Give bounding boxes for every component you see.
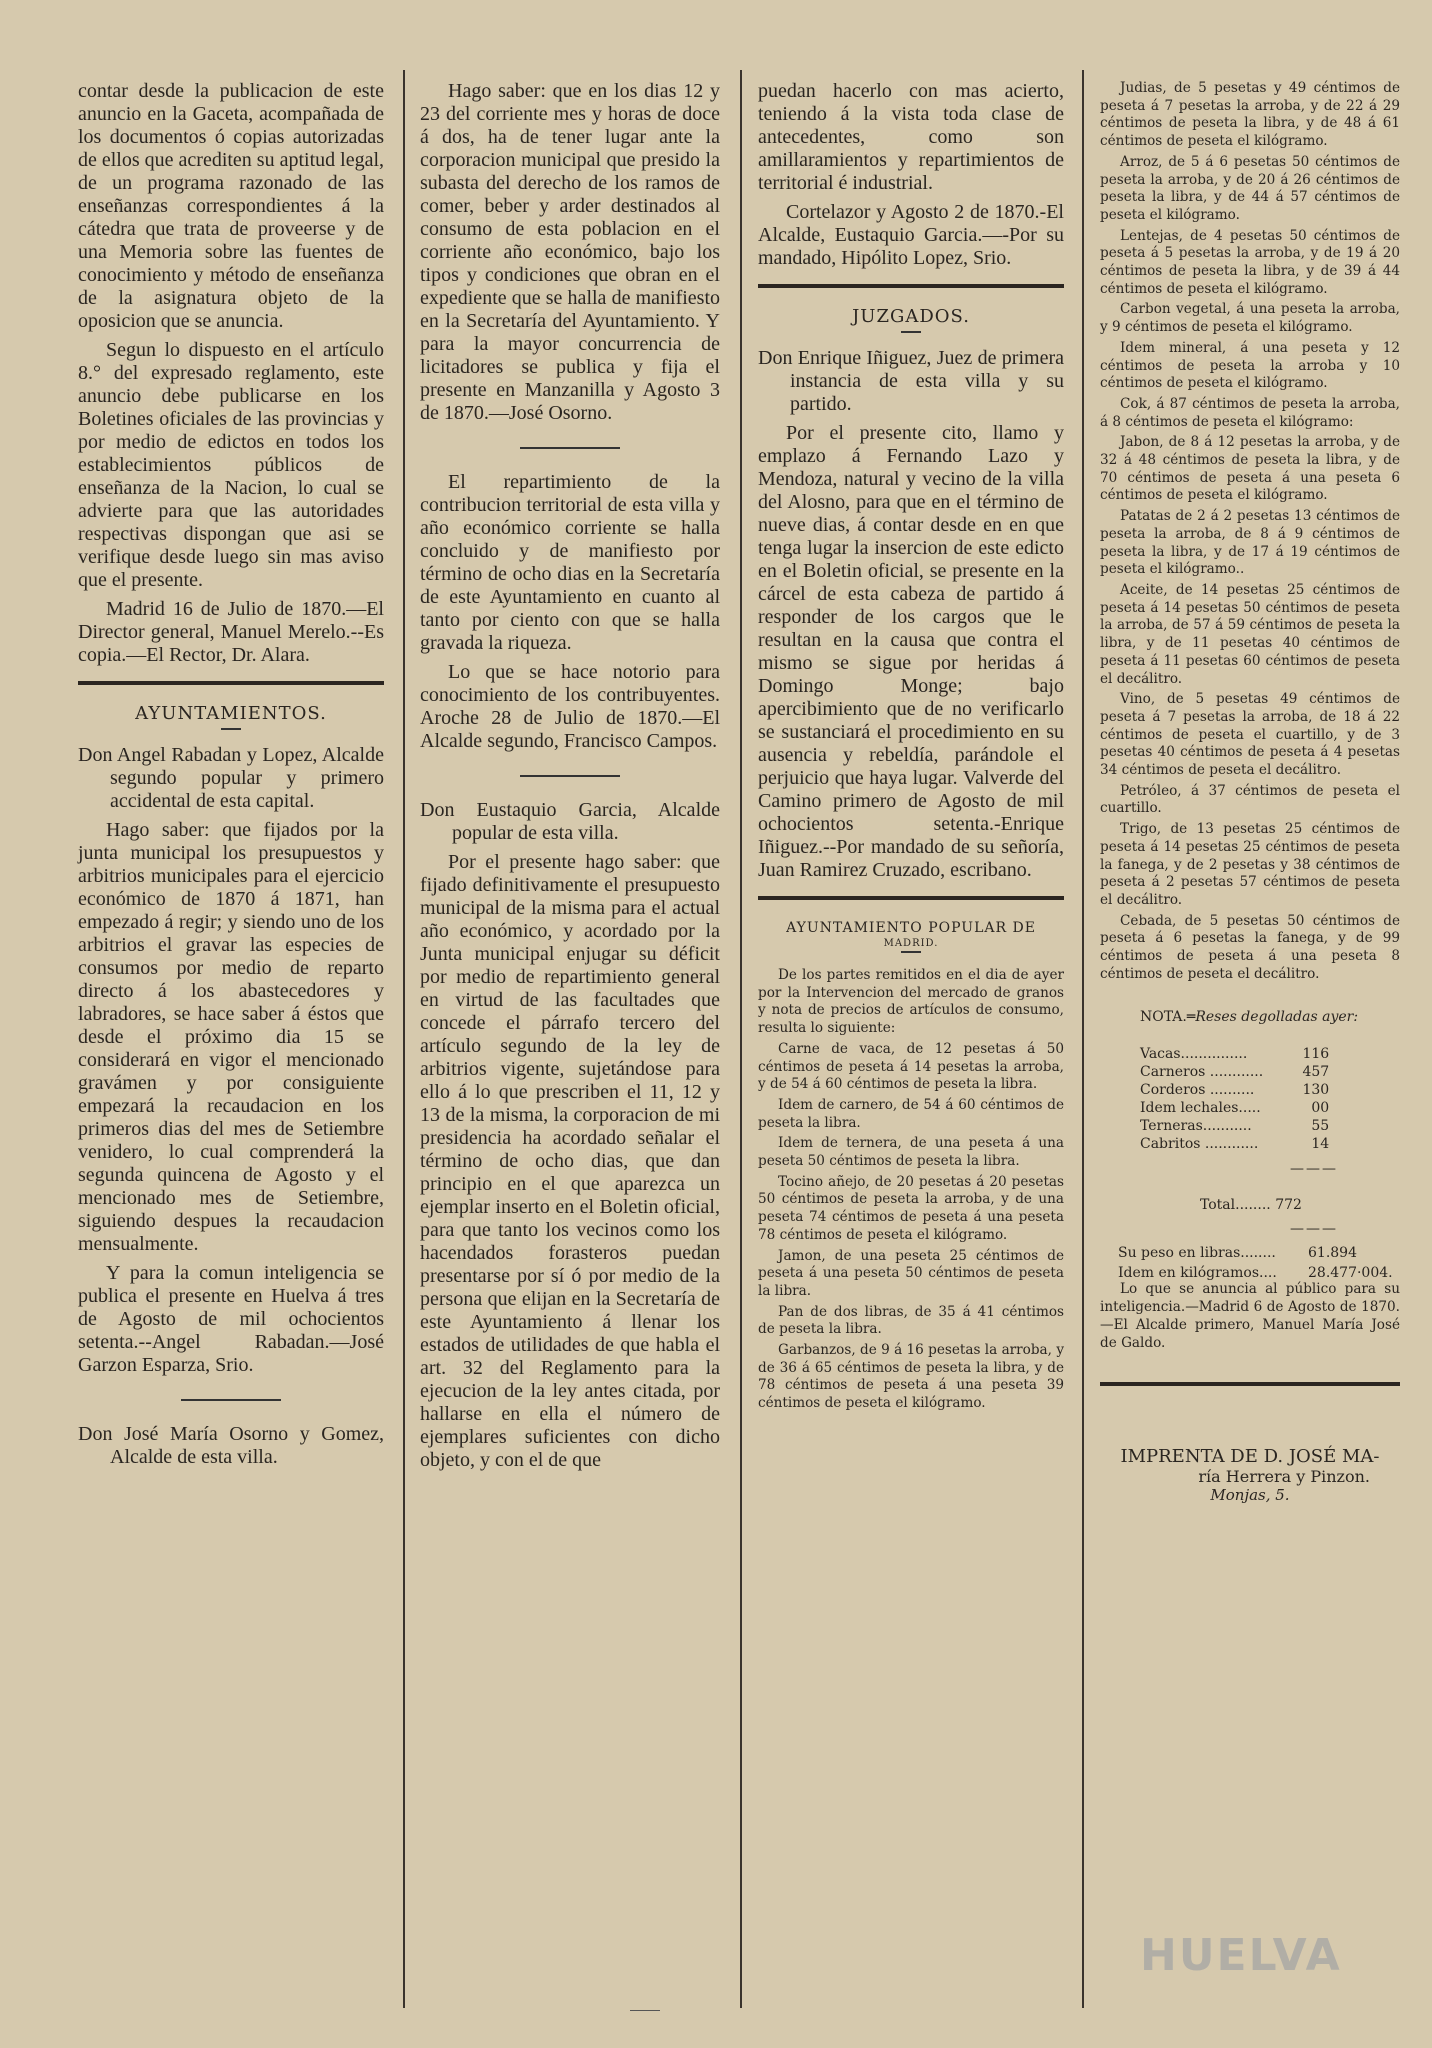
price-paragraph: Idem de ternera, de una peseta á una peseta 50 céntimos de peseta la libra. bbox=[758, 1135, 1064, 1170]
paragraph: Hago saber: que en los dias 12 y 23 del corriente mes y horas de doce á dos, ha de tener lugar ante la corporacion municipal que presido la subasta del derecho de los ramos de comer, beber y arder destinados al consumo de esta poblacion en el corriente año económico, bajo los tipos y condiciones que obran en el expediente que se halla de manifiesto en la Secretaría del Ayuntamiento. Y para la mayor concurrencia de licitadores se publica y fija el presente en Manzanilla y Agosto 3 de 1870.—José Osorno. bbox=[420, 80, 720, 424]
paragraph: Don Enrique Iñiguez, Juez de primera instancia de esta villa y su partido. bbox=[758, 347, 1064, 415]
price-paragraph: Cok, á 87 céntimos de peseta la arroba, á 8 céntimos de peseta el kilógramo: bbox=[1100, 395, 1400, 430]
paragraph: contar desde la publicacion de este anuncio en la Gaceta, acompañada de los documentos ó copias autorizadas de ellos que acrediten su aptitud legal, de un programa razonado de las enseñanzas correspondientes á la cátedra que trata de proveerse y de una Memoria sobre las fuentes de conocimiento y método de enseñanza de la asignatura objeto de la oposicion que se anuncia. bbox=[78, 80, 385, 332]
row-label: Terneras........... bbox=[1140, 1118, 1252, 1135]
table-row bbox=[1140, 1099, 1329, 1117]
paragraph: Don Angel Rabadan y Lopez, Alcalde segundo popular y primero accidental de esta capital. bbox=[78, 744, 384, 812]
price-paragraph: Patatas de 2 á 2 pesetas 13 céntimos de peseta la arroba, de 8 á 9 céntimos de peseta la libra, y de 17 á 19 céntimos de peseta el kilógramo.. bbox=[1100, 508, 1400, 578]
total-separator: ——— bbox=[1290, 1221, 1338, 1238]
row-value: 55 bbox=[1311, 1118, 1330, 1135]
paragraph: puedan hacerlo con mas acierto, teniendo á la vista toda clase de antecedentes, como son amillaramientos y repartimientos de territorial é industrial. bbox=[758, 80, 1064, 194]
heading-rule bbox=[901, 951, 921, 953]
row-value: 457 bbox=[1302, 1064, 1330, 1081]
paragraph: Don Eustaquio Garcia, Alcalde popular de esta villa. bbox=[420, 799, 720, 844]
table-row bbox=[1140, 1135, 1329, 1153]
nota-text: Reses degolladas ayer: bbox=[1195, 1009, 1359, 1026]
paragraph: Hago saber: que fijados por la junta municipal los presupuestos y arbitrios municipales para el ejercicio económico de 1870 á 1871, han empezado á regir; y siendo uno de los arbitrios el gravar las especies de consumos por medio de reparto directo á los abastecedores y labradores, se hace saber á éstos que desde el próximo dia 15 se considerará en vigor el mencionado gravámen y por consiguiente empezará la recaudacion en los primeros dias del mes de Setiembre venidero, lo cual comprenderá la segunda quincena de Agosto y el mencionado mes de Setiembre, siguiendo despues la recaudacion mensualmente. bbox=[78, 819, 384, 1255]
price-paragraph: Judias, de 5 pesetas y 49 céntimos de peseta á 7 pesetas la arroba, y de 22 á 29 céntimos de peseta la libra, y de 48 á 61 céntimos de peseta el kilógramo. bbox=[1100, 80, 1400, 150]
row-label: Carneros ............ bbox=[1140, 1064, 1264, 1081]
price-paragraph: Lentejas, de 4 pesetas 50 céntimos de peseta á 5 pesetas la arroba, y de 19 á 20 céntimos de peseta la libra, y de 39 á 44 céntimos de peseta el kilógramo. bbox=[1100, 227, 1400, 297]
price-paragraph: Jamon, de una peseta 25 céntimos de peseta á una peseta 50 céntimos de peseta la libra. bbox=[758, 1247, 1064, 1299]
price-paragraph: Idem mineral, á una peseta y 12 céntimos de peseta la arroba y 10 céntimos de peseta el kilógramo. bbox=[1100, 339, 1400, 392]
paragraph: El repartimiento de la contribucion territorial de esta villa y año económico corriente se halla concluido y de manifiesto por término de ocho dias en la Secretaría de este Ayuntamiento en cuanto al tanto por ciento con que se halla gravada la riqueza. bbox=[420, 471, 720, 654]
row-label: Vacas............... bbox=[1140, 1046, 1248, 1063]
nota-label: NOTA. bbox=[1140, 1009, 1187, 1026]
weight-value: 61.894 bbox=[1308, 1245, 1357, 1262]
section-divider bbox=[78, 681, 384, 685]
weight-label: Idem en kilógramos.... bbox=[1118, 1265, 1277, 1282]
bottom-mark bbox=[630, 2010, 660, 2011]
paragraph: Lo que se hace notorio para conocimiento de los contribuyentes. Aroche 28 de Julio de 1870.—El Alcalde segundo, Francisco Campos. bbox=[420, 661, 720, 752]
library-stamp: HUELVA bbox=[1140, 1930, 1342, 1981]
price-paragraph: Carne de vaca, de 12 pesetas á 50 céntimos de peseta á 14 pesetas la arroba, y de 54 á 60 céntimos de peseta la libra. bbox=[758, 1040, 1064, 1093]
price-paragraph: Tocino añejo, de 20 pesetas á 20 pesetas 50 céntimos de peseta la arroba, y de una peseta 74 céntimos de peseta á una peseta 78 céntimos de peseta el kilógramo. bbox=[758, 1173, 1064, 1243]
price-paragraph: Aceite, de 14 pesetas 25 céntimos de peseta á 14 pesetas 50 céntimos de peseta la arroba, de 57 á 59 céntimos de peseta la libra, y de 11 pesetas 40 céntimos de peseta á 11 pesetas 60 céntimos de peseta el decálitro. bbox=[1100, 581, 1400, 687]
separator bbox=[520, 775, 620, 777]
imprint-line: ría Herrera y Pinzon. bbox=[1198, 1467, 1370, 1487]
price-paragraph: Jabon, de 8 á 12 pesetas la arroba, y de 32 á 48 céntimos de peseta la libra, y de 70 céntimos de peseta á una peseta 6 céntimos de peseta el kilógramo. bbox=[1100, 434, 1400, 504]
column-1 bbox=[78, 80, 384, 1475]
paragraph: Por el presente cito, llamo y emplazo á Fernando Lazo y Mendoza, natural y vecino de la villa del Alosno, para que en el término de nueve dias, á contar desde en en que tenga lugar la insercion de este edicto en el Boletin oficial, se presente en la cárcel de esta cabeza de partido á responder de los cargos que le resultan en la causa que contra el mismo se sigue por heridas á Domingo Monge; bajo apercibimiento que de no verificarlo se sustanciará el procedimiento en su ausencia y rebeldía, parándole el perjuicio que haya lugar. Valverde del Camino primero de Agosto de mil ochocientos setenta.-Enrique Iñiguez.--Por mandado de su señoría, Juan Ramirez Cruzado, escribano. bbox=[758, 422, 1064, 881]
column-2 bbox=[420, 80, 720, 1478]
price-paragraph: Trigo, de 13 pesetas 25 céntimos de peseta á 14 pesetas 25 céntimos de peseta la fanega, y de 2 pesetas y 38 céntimos de peseta á 2 pesetas 57 céntimos de peseta el decálitro. bbox=[1100, 821, 1400, 908]
paragraph: Y para la comun inteligencia se publica el presente en Huelva á tres de Agosto de mil ochocientos setenta.--Angel Rabadan.—José Garzon Esparza, Srio. bbox=[78, 1262, 384, 1376]
row-label: Corderos .......... bbox=[1140, 1082, 1255, 1099]
price-paragraph: Petróleo, á 37 céntimos de peseta el cuartillo. bbox=[1100, 782, 1400, 817]
paragraph: Por el presente hago saber: que fijado definitivamente el presupuesto municipal de la misma para el actual año económico, y acordado por la Junta municipal enjugar su déficit por medio de repartimiento general en virtud de las facultades que concede el párrafo tercero del artículo segundo de la ley de arbitrios vigente, sujetándose para ello á lo que prescriben el 11, 12 y 13 de la misma, la corporacion de mi presidencia ha acordado señalar el término de ocho dias, que dan principio en el que aparezca un ejemplar inserto en el Boletin oficial, para que tanto los vecinos como los hacendados forasteros puedan presentarse por sí ó por medio de la persona que elijan en la Secretaría de este Ayuntamiento á llenar los estados de utilidades de que habla el art. 32 del Reglamento para la ejecucion de la ley antes citada, por hallarse en ella el número de ejemplares suficientes con dicho objeto, y con el de que bbox=[420, 851, 720, 1471]
section-heading: AYUNTAMIENTO POPULAR DE bbox=[786, 920, 1036, 936]
total-label: Total........ bbox=[1200, 1197, 1271, 1214]
price-paragraph: Garbanzos, de 9 á 16 pesetas la arroba, y de 36 á 65 céntimos de peseta la libra, y de 78 céntimos de peseta á una peseta 39 céntimos de peseta el kilógramo. bbox=[758, 1342, 1064, 1412]
paragraph: Don José María Osorno y Gomez, Alcalde de esta villa. bbox=[78, 1423, 384, 1468]
section-divider bbox=[758, 284, 1064, 288]
paragraph: Madrid 16 de Julio de 1870.—El Director general, Manuel Merelo.--Es copia.—El Rector, Dr. Alara. bbox=[78, 598, 384, 666]
weight-value: 28.477·004. bbox=[1308, 1265, 1393, 1282]
section-heading: AYUNTAMIENTOS. bbox=[135, 703, 327, 724]
imprint-line: IMPRENTA DE D. JOSÉ MA- bbox=[1120, 1446, 1380, 1468]
row-label: Idem lechales..... bbox=[1140, 1100, 1261, 1117]
section-heading: JUZGADOS. bbox=[852, 306, 970, 327]
section-divider bbox=[1100, 1382, 1400, 1386]
closing-paragraph: Lo que se anuncia al público para su inteligencia.—Madrid 6 de Agosto de 1870.—El Alcalde primero, Manuel María José de Galdo. bbox=[1100, 1281, 1400, 1351]
price-paragraph: Arroz, de 5 á 6 pesetas 50 céntimos de peseta la arroba, y de 20 á 26 céntimos de peseta la libra, y de 44 á 57 céntimos de peseta el kilógramo. bbox=[1100, 153, 1400, 223]
paragraph: Cortelazor y Agosto 2 de 1870.-El Alcalde, Eustaquio Garcia.—-Por su mandado, Hipólito Lopez, Srio. bbox=[758, 201, 1064, 269]
section-subheading: MADRID. bbox=[883, 938, 939, 949]
table-row bbox=[1140, 1063, 1329, 1081]
price-paragraph: Carbon vegetal, á una peseta la arroba, y 9 céntimos de peseta el kilógramo. bbox=[1100, 301, 1400, 336]
total-separator: ——— bbox=[1290, 1161, 1338, 1178]
column-3 bbox=[758, 80, 1064, 1416]
separator bbox=[181, 1399, 281, 1401]
row-value: 14 bbox=[1311, 1136, 1330, 1153]
column-rule bbox=[403, 70, 405, 2008]
total-line bbox=[1200, 1197, 1400, 1213]
weight-libras bbox=[1118, 1245, 1400, 1261]
heading-rule bbox=[901, 331, 921, 333]
separator bbox=[520, 447, 620, 449]
total-value: 772 bbox=[1275, 1197, 1302, 1214]
column-4 bbox=[1100, 80, 1400, 1504]
price-paragraph: Vino, de 5 pesetas 49 céntimos de peseta á 7 pesetas la arroba, de 18 á 22 céntimos de peseta el cuartillo, y de 3 pesetas 40 céntimos de peseta á 4 pesetas 34 céntimos de peseta el decálitro. bbox=[1100, 691, 1400, 779]
table-row bbox=[1140, 1081, 1329, 1099]
column-rule bbox=[740, 70, 742, 2008]
row-value: 130 bbox=[1302, 1082, 1330, 1099]
price-paragraph: Idem de carnero, de 54 á 60 céntimos de peseta la libra. bbox=[758, 1096, 1064, 1131]
weight-kg bbox=[1118, 1265, 1400, 1281]
price-paragraph: De los partes remitidos en el dia de ayer por la Intervencion del mercado de granos y nota de precios de artículos de consumo, resulta lo siguiente: bbox=[758, 967, 1064, 1037]
heading-rule bbox=[221, 728, 241, 730]
price-paragraph: Cebada, de 5 pesetas 50 céntimos de peseta á 6 pesetas la fanega, y de 99 céntimos de peseta á una peseta 8 céntimos de peseta el decálitro. bbox=[1100, 912, 1400, 982]
row-label: Cabritos ............ bbox=[1140, 1136, 1259, 1153]
column-rule bbox=[1082, 70, 1084, 2008]
reses-table bbox=[1140, 1045, 1329, 1153]
table-row bbox=[1140, 1117, 1329, 1135]
section-divider bbox=[758, 896, 1064, 900]
paragraph: Segun lo dispuesto en el artículo 8.° del expresado reglamento, este anuncio debe publicarse en los Boletines oficiales de las provincias y por medio de edictos en todos los establecimientos públicos de enseñanza de la Nacion, lo cual se advierte para que las autoridades respectivas dispongan que asi se verifique desde luego sin mas aviso que el presente. bbox=[78, 339, 384, 591]
row-value: 00 bbox=[1311, 1100, 1330, 1117]
imprint-address: Monjas, 5. bbox=[1210, 1486, 1290, 1505]
weight-label: Su peso en libras........ bbox=[1118, 1245, 1276, 1262]
row-value: 116 bbox=[1302, 1046, 1330, 1063]
table-row bbox=[1140, 1045, 1329, 1063]
nota-line: NOTA.═Reses degolladas ayer: bbox=[1140, 1009, 1359, 1026]
price-paragraph: Pan de dos libras, de 35 á 41 céntimos de peseta la libra. bbox=[758, 1303, 1064, 1338]
